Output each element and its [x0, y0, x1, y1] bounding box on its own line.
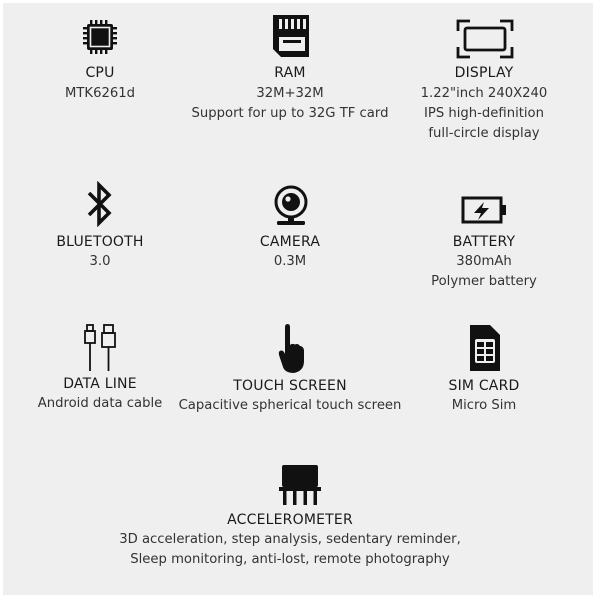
spec-detail: Sleep monitoring, anti-lost, remote photography: [130, 552, 450, 567]
spec-detail: 3D acceleration, step analysis, sedentary reminder,: [119, 532, 461, 547]
spec-detail: 32M+32M: [256, 86, 324, 101]
battery-charging-icon: [461, 195, 509, 227]
spec-detail: 0.3M: [273, 254, 307, 269]
spec-title: DATA LINE: [63, 376, 137, 392]
spec-title: CPU: [85, 65, 115, 81]
spec-panel: [3, 3, 593, 595]
spec-detail: MTK6261d: [64, 86, 135, 101]
spec-title: DISPLAY: [454, 65, 514, 81]
spec-title: TOUCH SCREEN: [233, 378, 347, 394]
spec-detail: full-circle display: [428, 126, 540, 141]
spec-detail: Polymer battery: [431, 274, 537, 289]
webcam-icon: [269, 183, 313, 227]
cpu-chip-icon: [80, 17, 120, 57]
spec-detail: 380mAh: [456, 254, 512, 269]
spec-detail: IPS high-definition: [424, 106, 544, 121]
spec-title: BATTERY: [452, 234, 516, 250]
display-screen-icon: [456, 19, 514, 59]
spec-detail: 1.22"inch 240X240: [420, 86, 548, 101]
spec-title: CAMERA: [259, 234, 321, 250]
spec-detail: 3.0: [89, 254, 111, 269]
spec-detail: Micro Sim: [451, 398, 517, 413]
bluetooth-icon: [85, 181, 115, 227]
spec-title: BLUETOOTH: [56, 234, 144, 250]
spec-title: SIM CARD: [448, 378, 520, 394]
spec-detail: Support for up to 32G TF card: [191, 106, 389, 121]
spec-detail: Capacitive spherical touch screen: [178, 398, 402, 413]
pointing-finger-icon: [276, 323, 306, 375]
sim-card-icon: [468, 323, 502, 373]
spec-detail: Android data cable: [37, 396, 163, 411]
memory-card-icon: [269, 11, 313, 61]
spec-title: RAM: [274, 65, 306, 81]
spec-title: ACCELEROMETER: [227, 512, 353, 528]
accelerometer-chip-icon: [277, 463, 323, 507]
usb-cable-icon: [82, 323, 118, 375]
